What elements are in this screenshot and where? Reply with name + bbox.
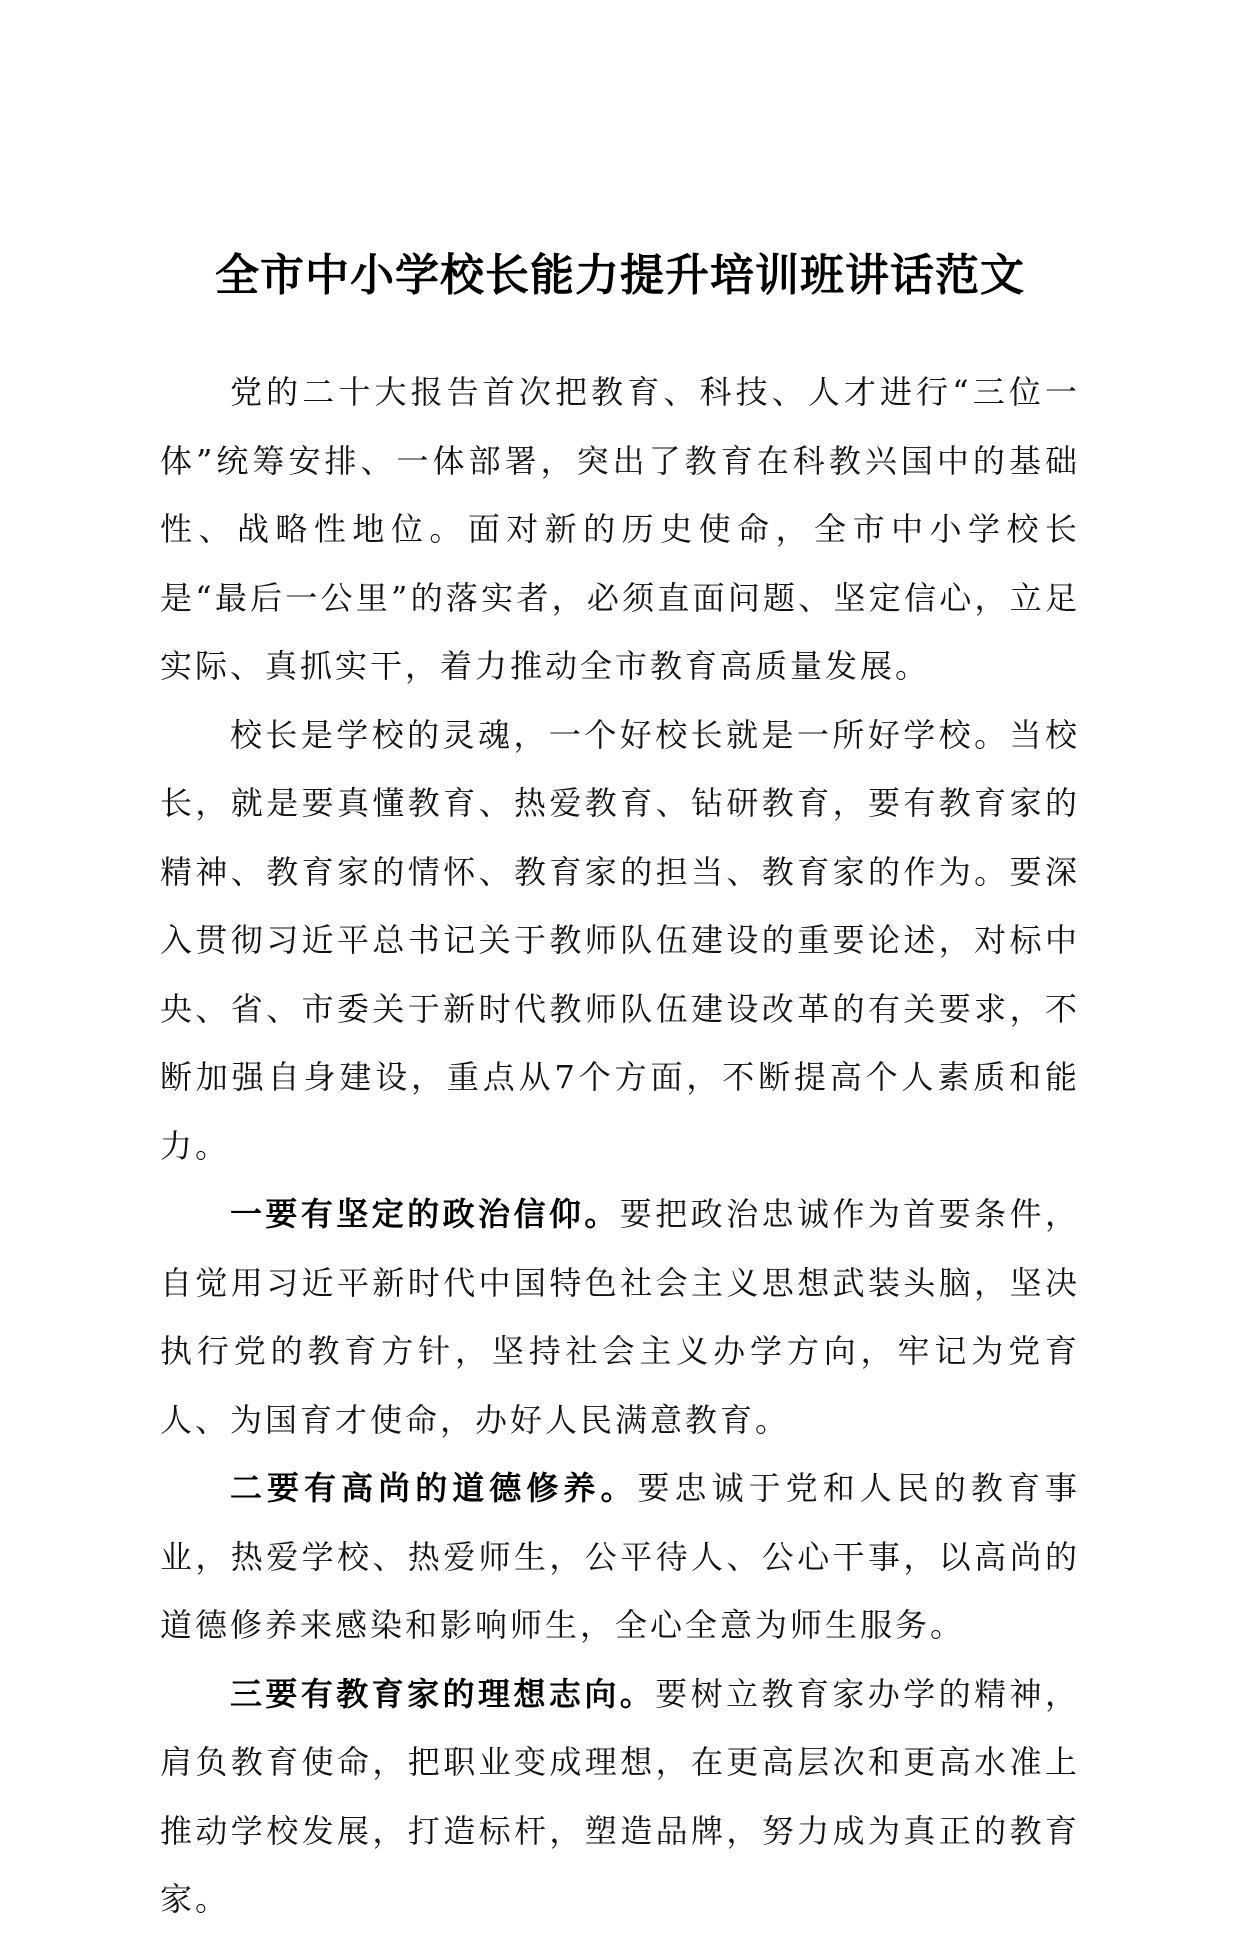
paragraph-lead: 一要有坚定的政治信仰。 — [230, 1195, 620, 1233]
paragraph — [160, 1660, 1080, 1934]
paragraph — [160, 358, 1080, 701]
paragraph-text: 要树立教育家办学的精神，肩负教育使命，把职业变成理想，在更高层次和更高水准上推动学校发展，打造标杆，塑造品牌，努力成为真正的教育家。 — [160, 1674, 1080, 1918]
paragraph — [160, 1180, 1080, 1454]
paragraph-text: 党的二十大报告首次把教育、科技、人才进行“三位一体”统筹安排、一体部署，突出了教育在科教兴国中的基础性、战略性地位。面对新的历史使命，全市中小学校长是“最后一公里”的落实者，必须直面问题、坚定信心，立足实际、真抓实干，着力推动全市教育高质量发展。 — [160, 373, 1080, 685]
paragraph-text: 要把政治忠诚作为首要条件，自觉用习近平新时代中国特色社会主义思想武装头脑，坚决执行党的教育方针，坚持社会主义办学方向，牢记为党育人、为国育才使命，办好人民满意教育。 — [160, 1195, 1080, 1439]
document-body — [160, 358, 1080, 1934]
paragraph-lead: 三要有教育家的理想志向。 — [230, 1674, 656, 1713]
paragraph-lead: 二要有高尚的道德修养。 — [230, 1469, 638, 1507]
page-title: 全市中小学校长能力提升培训班讲话范文 — [215, 250, 1025, 301]
paragraph-text: 要忠诚于党和人民的教育事业，热爱学校、热爱师生，公平待人、公心干事，以高尚的道德修养来感染和影响师生，全心全意为师生服务。 — [160, 1469, 1080, 1644]
paragraph — [160, 1454, 1080, 1660]
paragraph — [160, 701, 1080, 1181]
paragraph-text: 校长是学校的灵魂，一个好校长就是一所好学校。当校长，就是要真懂教育、热爱教育、钻研教育，要有教育家的精神、教育家的情怀、教育家的担当、教育家的作为。要深入贯彻习近平总书记关于教师队伍建设的重要论述，对标中央、省、市委关于新时代教师队伍建设改革的有关要求，不断加强自身建设，重点从7个方面，不断提高个人素质和能力。 — [160, 715, 1080, 1165]
